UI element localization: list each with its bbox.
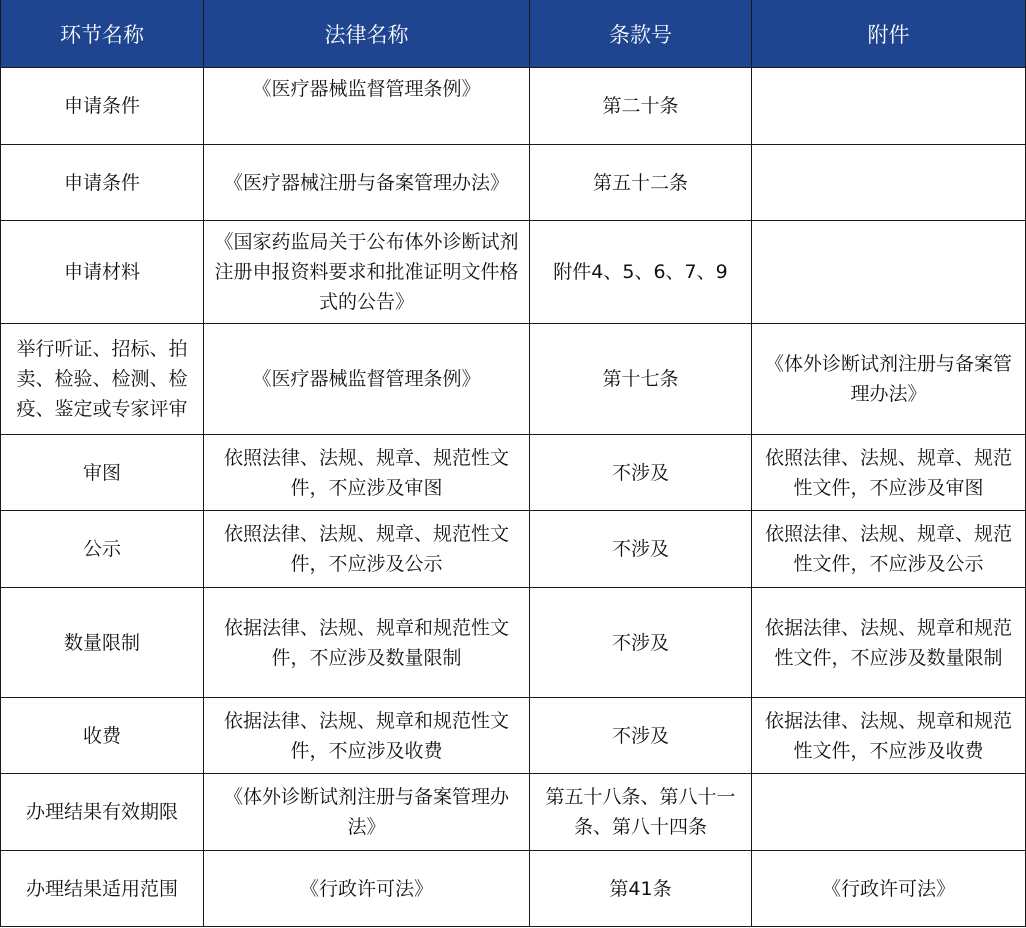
attachment-cell: 依据法律、法规、规章和规范性文件，不应涉及数量限制 xyxy=(752,588,1026,698)
header-law-name: 法律名称 xyxy=(204,0,530,68)
clause-cell: 不涉及 xyxy=(530,435,752,511)
attachment-cell xyxy=(752,68,1026,145)
table-row xyxy=(1,774,1026,851)
table-row xyxy=(1,145,1026,221)
clause-cell: 不涉及 xyxy=(530,511,752,588)
clause-cell: 第41条 xyxy=(530,851,752,927)
attachment-cell: 依照法律、法规、规章、规范性文件，不应涉及公示 xyxy=(752,511,1026,588)
attachment-cell: 依据法律、法规、规章和规范性文件，不应涉及收费 xyxy=(752,698,1026,774)
stage-cell: 申请条件 xyxy=(1,68,204,145)
table-row xyxy=(1,851,1026,927)
header-stage-name: 环节名称 xyxy=(1,0,204,68)
law-cell: 《医疗器械监督管理条例》 xyxy=(204,324,530,435)
table-row xyxy=(1,588,1026,698)
law-cell: 《行政许可法》 xyxy=(204,851,530,927)
table-row xyxy=(1,221,1026,324)
header-attachment: 附件 xyxy=(752,0,1026,68)
law-cell: 依照法律、法规、规章、规范性文件，不应涉及公示 xyxy=(204,511,530,588)
law-cell: 依照法律、法规、规章、规范性文件，不应涉及审图 xyxy=(204,435,530,511)
stage-cell: 审图 xyxy=(1,435,204,511)
law-cell: 依据法律、法规、规章和规范性文件，不应涉及数量限制 xyxy=(204,588,530,698)
law-cell: 《体外诊断试剂注册与备案管理办法》 xyxy=(204,774,530,851)
law-cell: 《医疗器械注册与备案管理办法》 xyxy=(204,145,530,221)
clause-cell: 第十七条 xyxy=(530,324,752,435)
clause-cell: 不涉及 xyxy=(530,698,752,774)
clause-cell: 不涉及 xyxy=(530,588,752,698)
attachment-cell: 依照法律、法规、规章、规范性文件，不应涉及审图 xyxy=(752,435,1026,511)
stage-cell: 收费 xyxy=(1,698,204,774)
stage-cell: 举行听证、招标、拍卖、检验、检测、检疫、鉴定或专家评审 xyxy=(1,324,204,435)
attachment-cell: 《体外诊断试剂注册与备案管理办法》 xyxy=(752,324,1026,435)
attachment-cell xyxy=(752,145,1026,221)
attachment-cell: 《行政许可法》 xyxy=(752,851,1026,927)
stage-cell: 申请材料 xyxy=(1,221,204,324)
table-header xyxy=(1,0,1026,68)
table-row xyxy=(1,435,1026,511)
table-row xyxy=(1,324,1026,435)
table-row xyxy=(1,511,1026,588)
stage-cell: 办理结果有效期限 xyxy=(1,774,204,851)
stage-cell: 申请条件 xyxy=(1,145,204,221)
header-clause-number: 条款号 xyxy=(530,0,752,68)
attachment-cell xyxy=(752,774,1026,851)
law-cell: 《医疗器械监督管理条例》 xyxy=(204,68,530,145)
clause-cell: 第五十二条 xyxy=(530,145,752,221)
clause-cell: 第五十八条、第八十一条、第八十四条 xyxy=(530,774,752,851)
law-cell: 依据法律、法规、规章和规范性文件，不应涉及收费 xyxy=(204,698,530,774)
clause-cell: 附件4、5、6、7、9 xyxy=(530,221,752,324)
stage-cell: 公示 xyxy=(1,511,204,588)
table-row xyxy=(1,698,1026,774)
table-row xyxy=(1,68,1026,145)
stage-cell: 办理结果适用范围 xyxy=(1,851,204,927)
table-body xyxy=(1,68,1026,927)
law-cell: 《国家药监局关于公布体外诊断试剂注册申报资料要求和批准证明文件格式的公告》 xyxy=(204,221,530,324)
stage-cell: 数量限制 xyxy=(1,588,204,698)
attachment-cell xyxy=(752,221,1026,324)
header-row xyxy=(1,0,1026,68)
clause-cell: 第二十条 xyxy=(530,68,752,145)
